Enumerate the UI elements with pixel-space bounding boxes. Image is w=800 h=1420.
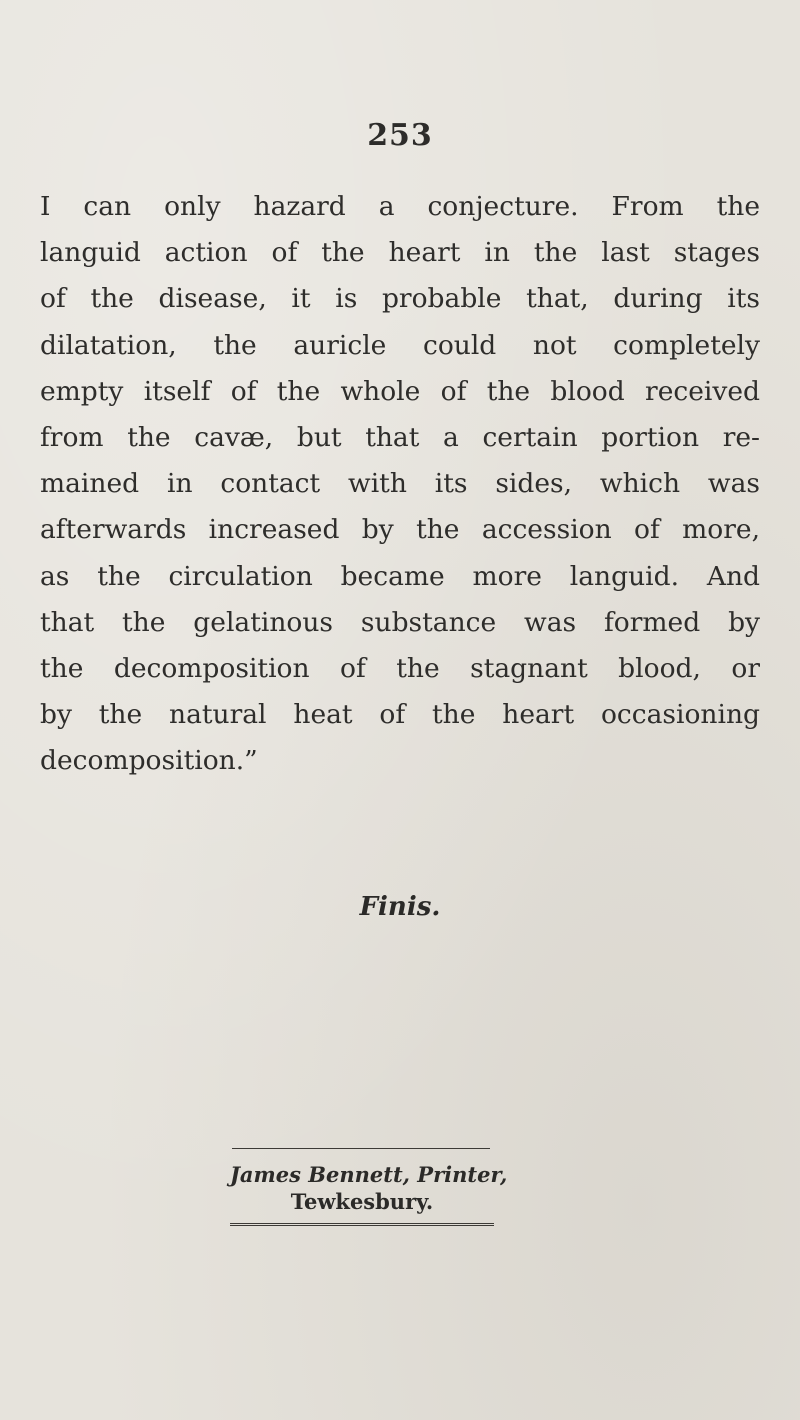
text-line: decomposition.”	[40, 745, 258, 777]
text-line: from the cavæ, but that a certain portion re-	[40, 421, 760, 453]
text-line: afterwards increased by the accession of more,	[40, 514, 760, 546]
imprint-bottom-rule	[230, 1223, 494, 1227]
text-line: as the circulation became more languid. And	[40, 560, 760, 592]
text-line: of the disease, it is probable that, during its	[40, 283, 760, 315]
text-line: languid action of the heart in the last stages	[40, 237, 760, 269]
imprint-top-rule	[232, 1148, 490, 1149]
text-line: dilatation, the auricle could not completely	[40, 329, 760, 361]
page-number: 253	[367, 118, 433, 153]
text-line: mained in contact with its sides, which was	[40, 468, 760, 500]
text-line: the decomposition of the stagnant blood, or	[40, 652, 760, 684]
text-line: empty itself of the whole of the blood received	[40, 375, 760, 407]
text-line: by the natural heat of the heart occasioning	[40, 699, 760, 731]
printer-name: James Bennett, Printer,	[230, 1162, 508, 1187]
printer-imprint	[230, 1148, 508, 1227]
finis-mark: Finis.	[359, 892, 441, 922]
text-line: that the gelatinous substance was formed by	[40, 606, 760, 638]
printer-town: Tewkesbury.	[290, 1189, 434, 1214]
text-line: I can only hazard a conjecture. From the	[40, 191, 760, 222]
body-paragraph	[40, 184, 760, 784]
